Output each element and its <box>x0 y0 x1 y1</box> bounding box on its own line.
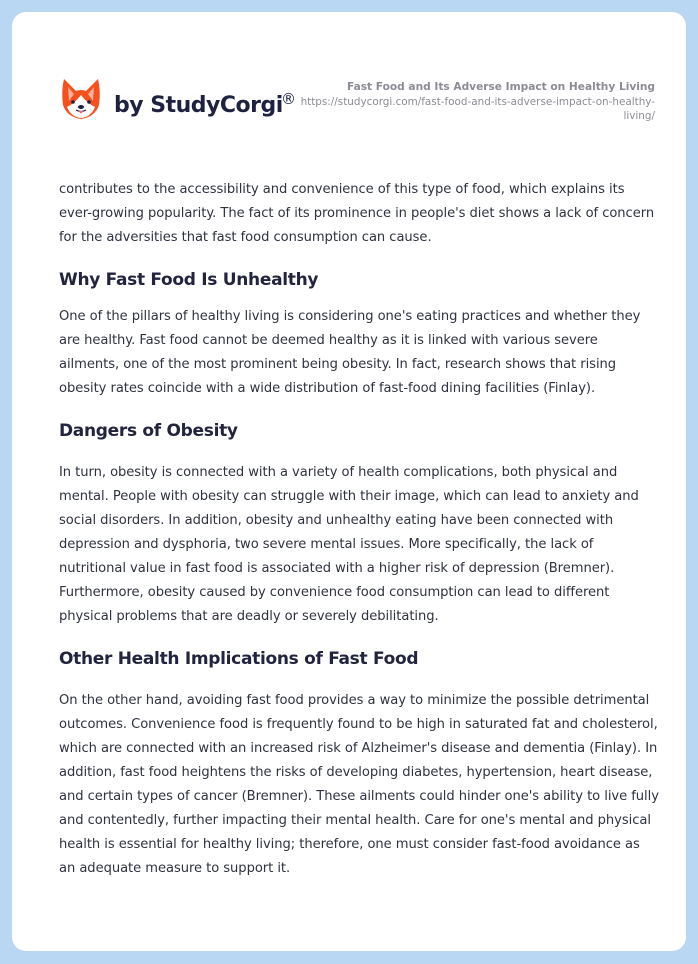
section-heading: Why Fast Food Is Unhealthy <box>59 270 319 290</box>
section-paragraph: On the other hand, avoiding fast food provides a way to minimize the possible detrimental outcomes. Convenience food is frequently found to be high in saturated fat and cholesterol, which are connected with an increased risk of Alzheimer's disease and dementia (Finlay). In addition, fast food heightens the risks of developing diabetes, hypertension, heart disease, and certain types of cancer (Bremner). These ailments could hinder one's ability to live fully and contentedly, further impacting their mental health. Care for one's mental and physical health is essential for healthy living; therefore, one must consider fast-food avoidance as an adequate measure to support it. <box>59 693 659 876</box>
studycorgi-logo[interactable] <box>61 77 101 121</box>
document-url[interactable]: https://studycorgi.com/fast-food-and-its-adverse-impact-on-healthy-living/ <box>300 96 655 122</box>
document-meta <box>295 80 655 123</box>
intro-paragraph: contributes to the accessibility and convenience of this type of food, which explains its ever-growing popularity. The fact of its prominence in people's diet shows a lack of concern for the adversities that fast food consumption can cause. <box>59 182 655 245</box>
registered-mark: ® <box>281 90 296 108</box>
section-paragraph: One of the pillars of healthy living is considering one's eating practices and whether they are healthy. Fast food cannot be deemed healthy as it is linked with various severe ailments, one of the most prominent being obesity. In fact, research shows that rising obesity rates coincide with a wide distribution of fast-food dining facilities (Finlay). <box>59 309 641 396</box>
corgi-logo-icon <box>61 77 101 121</box>
section-paragraph: In turn, obesity is connected with a variety of health complications, both physical and mental. People with obesity can struggle with their image, which can lead to anxiety and social disorders. In addition, obesity and unhealthy eating have been connected with depression and dysphoria, two severe mental issues. More specifically, the lack of nutritional value in fast food is associated with a higher risk of depression (Bremner). Furthermore, obesity caused by convenience food consumption can lead to different physical problems that are deadly or severely debilitating. <box>59 465 639 624</box>
section-heading: Other Health Implications of Fast Food <box>59 649 419 669</box>
section-heading: Dangers of Obesity <box>59 421 238 441</box>
document-title: Fast Food and Its Adverse Impact on Healthy Living <box>346 81 655 93</box>
article-body <box>59 178 659 881</box>
brand-name[interactable]: by StudyCorgi <box>114 93 283 118</box>
